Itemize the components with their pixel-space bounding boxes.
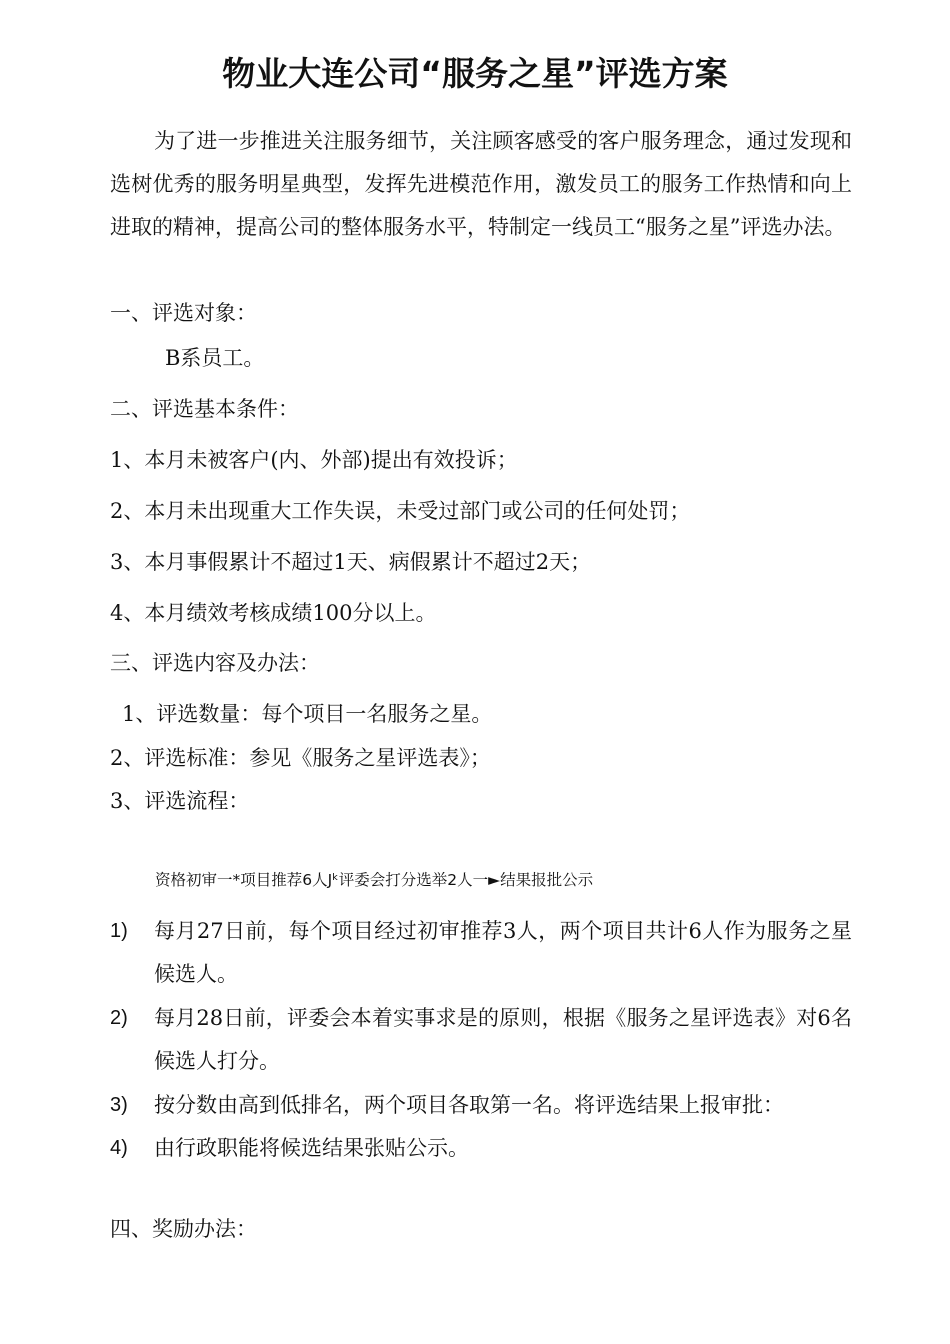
condition-item: 3、本月事假累计不超过1天、病假累计不超过2天； bbox=[110, 550, 592, 574]
step-number: 3) bbox=[110, 1094, 128, 1116]
step-text: 由行政职能将候选结果张贴公示。 bbox=[154, 1136, 469, 1160]
method-item: 1、评选数量：每个项目一名服务之星。 bbox=[122, 702, 493, 726]
method-item: 2、评选标准：参见《服务之星评选表》； bbox=[110, 746, 491, 770]
section-1-heading: 一、评选对象： bbox=[110, 301, 257, 325]
process-flow: 资格初审一*项目推荐6人Jᵏ评委会打分选举2人一►结果报批公示 bbox=[155, 871, 594, 889]
section-3-heading: 三、评选内容及办法： bbox=[110, 651, 320, 675]
step-number: 1) bbox=[110, 920, 128, 942]
process-step bbox=[110, 910, 852, 996]
condition-item: 1、本月未被客户(内、外部)提出有效投诉； bbox=[110, 448, 518, 472]
process-step bbox=[110, 997, 852, 1083]
process-step bbox=[110, 1127, 852, 1170]
method-item: 3、评选流程： bbox=[110, 789, 250, 813]
section-4-heading: 四、奖励办法： bbox=[110, 1217, 257, 1241]
condition-item: 4、本月绩效考核成绩100分以上。 bbox=[110, 601, 437, 625]
step-number: 2) bbox=[110, 1007, 128, 1029]
page-title: 物业大连公司“服务之星”评选方案 bbox=[222, 54, 728, 93]
section-1-content: B系员工。 bbox=[165, 346, 265, 370]
condition-item: 2、本月未出现重大工作失误，未受过部门或公司的任何处罚； bbox=[110, 499, 691, 523]
step-number: 4) bbox=[110, 1137, 128, 1159]
intro-paragraph: 为了进一步推进关注服务细节，关注顾客感受的客户服务理念，通过发现和选树优秀的服务明星典型，发挥先进模范作用，激发员工的服务工作热情和向上进取的精神，提高公司的整体服务水平，特制定一线员工“服务之星”评选办法。 bbox=[110, 129, 852, 239]
step-text: 每月27日前，每个项目经过初审推荐3人，两个项目共计6人作为服务之星候选人。 bbox=[154, 919, 852, 986]
section-2-heading: 二、评选基本条件： bbox=[110, 397, 299, 421]
process-step bbox=[110, 1084, 852, 1127]
step-text: 每月28日前，评委会本着实事求是的原则，根据《服务之星评选表》对6名候选人打分。 bbox=[154, 1006, 852, 1073]
step-text: 按分数由高到低排名，两个项目各取第一名。将评选结果上报审批： bbox=[154, 1093, 784, 1117]
